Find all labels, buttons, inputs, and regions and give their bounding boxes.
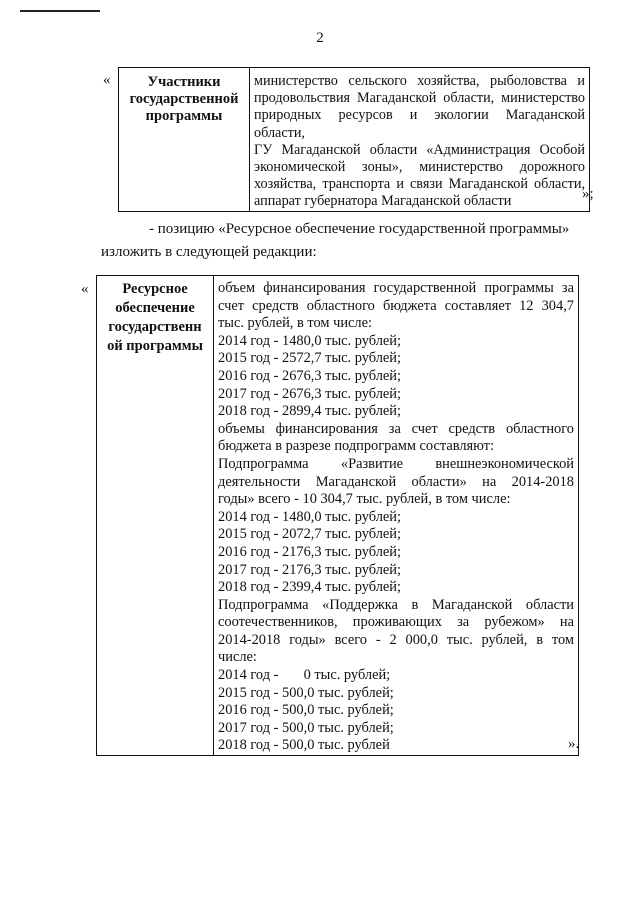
resources-value-line: 2017 год - 2676,3 тыс. рублей;: [218, 385, 401, 402]
instruction-line-1: - позицию «Ресурсное обеспечение государственной программы»: [149, 221, 570, 237]
participants-label-line: программы: [145, 108, 223, 124]
resources-value-line: 2017 год - 2176,3 тыс. рублей;: [218, 561, 401, 578]
participants-label-cell: [119, 68, 250, 212]
resources-value-line: 2014 год - 1480,0 тыс. рублей;: [218, 332, 401, 349]
resources-table: [96, 275, 579, 756]
close-quote-1: »;: [582, 186, 594, 202]
resources-value-line: объем финансирования государственной программы за: [218, 280, 574, 296]
open-quote-2: «: [81, 281, 89, 297]
resources-value-line: 2014-2018 годы» всего - 2 000,0 тыс. рублей, в том: [218, 631, 574, 648]
instruction-line-2: изложить в следующей редакции:: [101, 244, 317, 260]
resources-label-line: государственн: [108, 319, 202, 335]
participants-value: [250, 68, 589, 211]
resources-value-line: 2018 год - 2899,4 тыс. рублей;: [218, 403, 401, 420]
resources-row: [97, 276, 579, 756]
resources-value-line: бюджета в разрезе подпрограмм составляют:: [218, 438, 494, 455]
resources-value-cell: [214, 276, 579, 756]
resources-value-line: 2018 год - 500,0 тыс. рублей: [218, 737, 390, 754]
resources-value-line: объемы финансирования за счет средств областного: [218, 420, 574, 437]
participants-table: [118, 67, 590, 212]
resources-label-line: Ресурсное: [122, 281, 188, 297]
resources-value-line: 2015 год - 500,0 тыс. рублей;: [218, 684, 394, 701]
resources-value-line: 2016 год - 2176,3 тыс. рублей;: [218, 543, 401, 560]
resources-value-line: 2014 год - 1480,0 тыс. рублей;: [218, 508, 401, 525]
participants-value-line: хозяйства, транспорта и связи Магаданской области,: [254, 176, 585, 193]
resources-value-line: 2015 год - 2572,7 тыс. рублей;: [218, 350, 401, 367]
participants-value-line: продовольствия Магаданской области, министерство: [254, 90, 585, 107]
open-quote-1: «: [103, 72, 111, 88]
participants-label-line: государственной: [129, 91, 239, 107]
resources-value: [214, 276, 578, 755]
close-quote-2: ».: [568, 736, 580, 752]
resources-value-line: 2017 год - 500,0 тыс. рублей;: [218, 719, 394, 736]
participants-value-line: ГУ Магаданской области «Администрация Особой: [254, 141, 585, 158]
participants-value-line: природных ресурсов и экологии Магаданской области,: [254, 107, 585, 141]
resources-label-line: обеспечение: [115, 300, 195, 316]
resources-value-line: тыс. рублей, в том числе:: [218, 315, 372, 332]
resources-value-line: 2016 год - 500,0 тыс. рублей;: [218, 702, 394, 719]
participants-value-line: экономической зоны», министерство дорожного: [254, 159, 585, 176]
resources-value-line: деятельности Магаданской области» на 2014-2018: [218, 473, 574, 490]
participants-label-line: Участники: [147, 74, 221, 90]
participants-value-cell: [250, 68, 590, 212]
page-number: 2: [316, 30, 324, 46]
resources-value-line: счет средств областного бюджета составляет 12 304,7: [218, 297, 574, 314]
resources-value-line: 2014 год - 0 тыс. рублей;: [218, 667, 391, 684]
participants-value-line: аппарат губернатора Магаданской области: [254, 193, 512, 210]
resources-value-line: числе:: [218, 649, 257, 666]
resources-value-line: соотечественников, проживающих за рубежом» на: [218, 614, 574, 631]
resources-label: [97, 276, 213, 356]
resources-label-cell: [97, 276, 214, 756]
resources-value-line: Подпрограмма «Развитие внешнеэкономической: [218, 455, 574, 472]
resources-value-line: Подпрограмма «Поддержка в Магаданской области: [218, 596, 574, 613]
resources-value-line: 2016 год - 2676,3 тыс. рублей;: [218, 367, 401, 384]
participants-row: [119, 68, 590, 212]
participants-value-line: министерство сельского хозяйства, рыболовства и: [254, 73, 585, 89]
top-rule: [20, 10, 100, 12]
resources-value-line: 2018 год - 2399,4 тыс. рублей;: [218, 579, 401, 596]
participants-label: [119, 68, 249, 125]
resources-value-line: 2015 год - 2072,7 тыс. рублей;: [218, 526, 401, 543]
resources-label-line: ой программы: [107, 338, 203, 354]
resources-value-line: годы» всего - 10 304,7 тыс. рублей, в том числе:: [218, 491, 511, 508]
